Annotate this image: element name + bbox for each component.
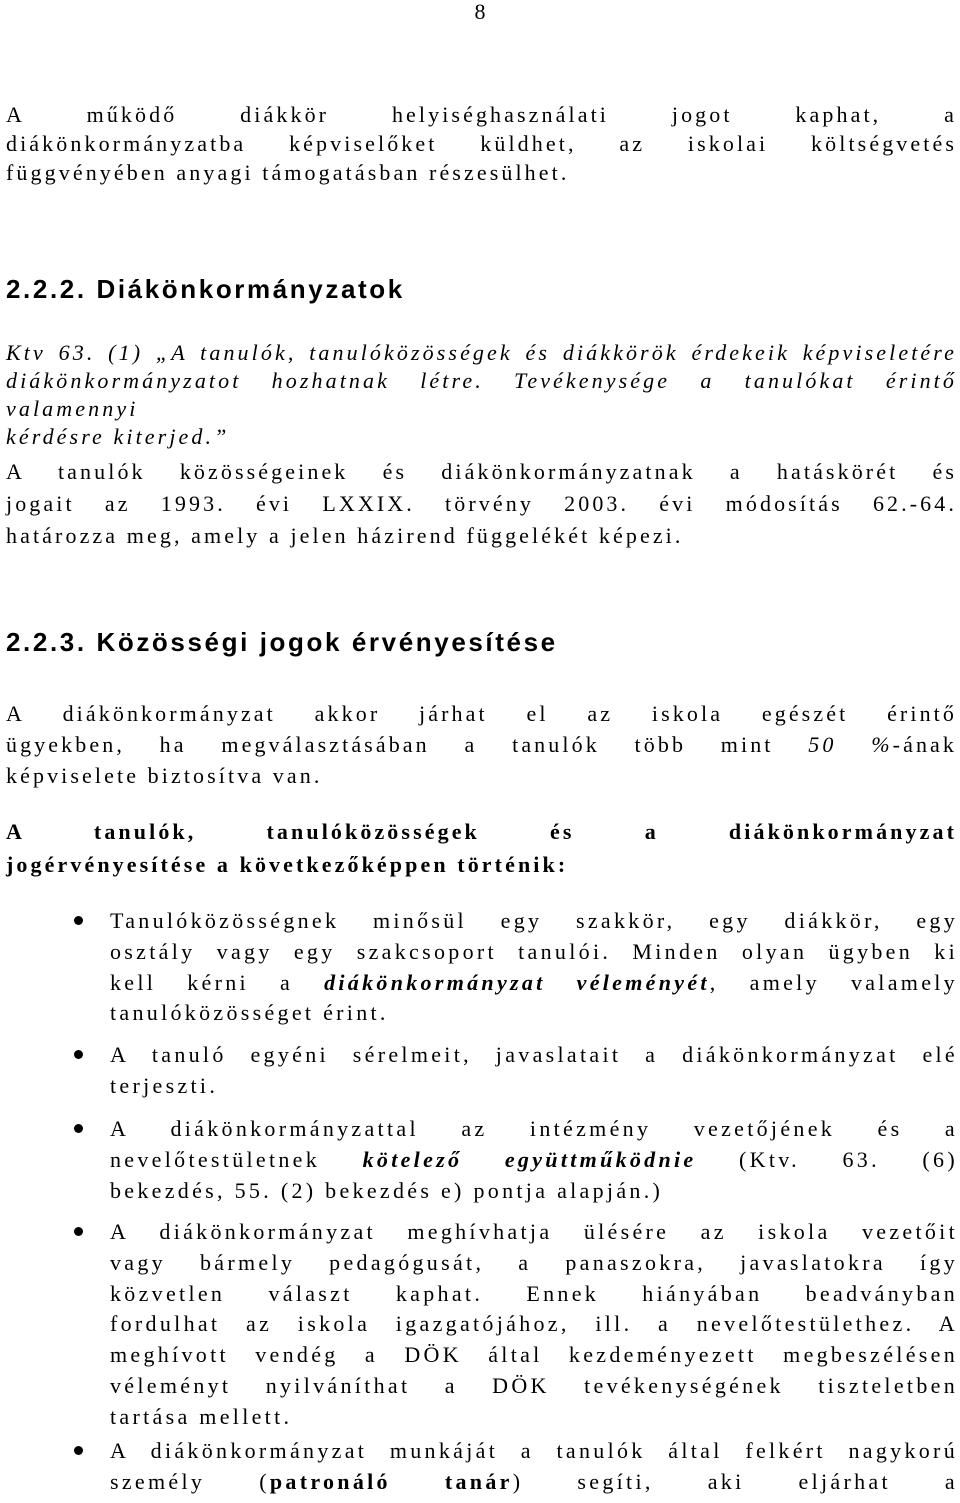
text-line: bekezdés, 55. (2) bekezdés e) pontja alapján.) bbox=[110, 1177, 664, 1203]
text-line: jogait az 1993. évi LXXIX. törvény 2003. évi módosítás 62.-64. bbox=[6, 491, 957, 516]
list-item bbox=[110, 1217, 958, 1433]
text-line: közvetlen választ kaphat. Ennek hiányában beadványban bbox=[110, 1280, 958, 1306]
emphasis-text: patronáló tanár bbox=[269, 1468, 513, 1494]
bullet-icon bbox=[74, 1050, 83, 1059]
paragraph-diakkor bbox=[6, 100, 957, 187]
text-segment: -ának bbox=[892, 732, 958, 757]
emphasis-text: diákönkormányzat véleményét bbox=[324, 969, 710, 995]
text-line: A tanuló egyéni sérelmeit, javaslatait a diákönkormányzat elé bbox=[110, 1042, 958, 1067]
text-line: diákönkormányzatba képviselőket küldhet, az iskolai költségvetés bbox=[6, 131, 957, 156]
paragraph-jarhat bbox=[6, 698, 957, 791]
text-line: A működő diákkör helyiséghasználati jogot kaphat, a bbox=[6, 102, 957, 127]
text-line: A diákönkormányzattal az intézmény vezetőjének és a bbox=[110, 1116, 958, 1141]
text-line: A tanulók közösségeinek és diákönkormányzatnak a hatáskörét és bbox=[6, 459, 957, 484]
text-line: vagy bármely pedagógusát, a panaszokra, javaslatokra így bbox=[110, 1249, 958, 1275]
section-heading-kozossegi-jogok bbox=[6, 627, 957, 658]
text-line bbox=[110, 968, 958, 999]
text-segment: , amely valamely bbox=[709, 969, 958, 995]
text-segment: nevelőtestületnek bbox=[110, 1146, 321, 1172]
quote-line: Ktv 63. (1) „A tanulók, tanulóközösségek és diákkörök érdekeik képviseletére bbox=[6, 340, 957, 365]
page-number: 8 bbox=[474, 0, 486, 24]
quote-line: diákönkormányzatot hozhatnak létre. Tevékenysége a tanulókat érintő valamennyi bbox=[6, 368, 957, 421]
list-item bbox=[110, 1040, 958, 1102]
law-quote bbox=[6, 339, 957, 451]
text-line: Tanulóközösségnek minősül egy szakkör, egy diákkör, egy bbox=[110, 908, 958, 933]
text-line: A diákönkormányzat meghívhatja ülésére az iskola vezetőit bbox=[110, 1219, 958, 1244]
section-heading-diakonkormanyzatok bbox=[6, 274, 957, 305]
list-item bbox=[110, 906, 958, 1029]
text-line: jogérvényesítése a következőképpen történik: bbox=[6, 852, 569, 877]
text-line: tartása mellett. bbox=[110, 1403, 293, 1429]
text-line bbox=[110, 1467, 958, 1498]
text-line: terjeszti. bbox=[110, 1072, 219, 1098]
text-segment: személy ( bbox=[110, 1468, 270, 1494]
text-line: A diákönkormányzat munkáját a tanulók által felkért nagykorú bbox=[110, 1438, 958, 1463]
text-line: A diákönkormányzat akkor járhat el az iskola egészét érintő bbox=[6, 701, 957, 726]
list-item bbox=[110, 1114, 958, 1206]
bullet-icon bbox=[74, 916, 83, 925]
text-line: határozza meg, amely a jelen házirend függelékét képezi. bbox=[6, 523, 684, 548]
list-item bbox=[110, 1436, 958, 1498]
text-line: osztály vagy egy szakcsoport tanulói. Minden olyan ügyben ki bbox=[110, 938, 958, 964]
paragraph-hataskor bbox=[6, 456, 957, 552]
text-line: véleményt nyilváníthat a DÖK tevékenységének tiszteletben bbox=[110, 1372, 958, 1398]
paragraph-jogervenyesites bbox=[6, 815, 957, 881]
bullet-icon bbox=[74, 1124, 83, 1133]
quote-line: kérdésre kiterjed.” bbox=[6, 424, 230, 449]
text-line bbox=[6, 729, 957, 760]
text-line bbox=[110, 1145, 958, 1176]
emphasis-text: kötelező együttműködnie bbox=[362, 1146, 697, 1172]
text-line: A tanulók, tanulóközösségek és a diákönkormányzat bbox=[6, 819, 957, 844]
percent-value: 50 % bbox=[808, 732, 893, 757]
heading-text: 2.2.3. Közösségi jogok érvényesítése bbox=[6, 627, 558, 657]
text-segment: ügyekben, ha megválasztásában a tanulók több mint bbox=[6, 732, 774, 757]
text-segment: (Ktv. 63. (6) bbox=[739, 1146, 958, 1172]
heading-text: 2.2.2. Diákönkormányzatok bbox=[6, 274, 405, 304]
text-line: fordulhat az iskola igazgatójához, ill. a nevelőtestülethez. A bbox=[110, 1311, 958, 1337]
text-line: függvényében anyagi támogatásban részesülhet. bbox=[6, 160, 570, 185]
text-line: tanulóközösséget érint. bbox=[110, 1000, 389, 1026]
text-line: meghívott vendég a DÖK által kezdeményezett megbeszélésen bbox=[110, 1342, 958, 1368]
text-segment: ) segíti, aki eljárhat a bbox=[512, 1468, 958, 1494]
bullet-icon bbox=[74, 1227, 83, 1236]
text-line: képviselete biztosítva van. bbox=[6, 763, 323, 788]
text-segment: kell kérni a bbox=[110, 969, 294, 995]
bullet-icon bbox=[74, 1446, 83, 1455]
